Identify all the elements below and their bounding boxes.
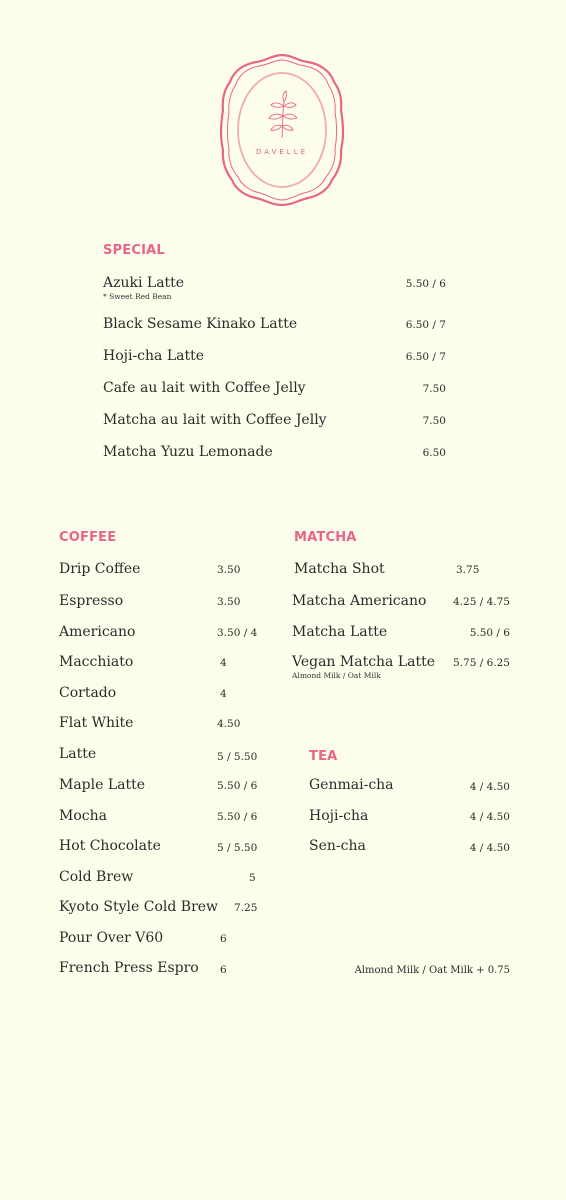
coffee-item-pour-over-v60-price: 6	[220, 933, 227, 945]
tea-item-genmai-cha: Genmai-cha	[309, 777, 394, 793]
matcha-item-matcha-americano-price: 4.25 / 4.75	[453, 596, 510, 608]
coffee-item-flat-white-price: 4.50	[217, 718, 241, 730]
special-item-matcha-yuzu-lemonade: Matcha Yuzu Lemonade	[103, 444, 273, 460]
coffee-item-cortado-price: 4	[220, 688, 227, 700]
matcha-item-matcha-americano: Matcha Americano	[292, 593, 427, 609]
tea-item-hoji-cha: Hoji-cha	[309, 808, 369, 824]
coffee-item-espresso-price: 3.50	[217, 596, 241, 608]
matcha-item-vegan-matcha-latte: Vegan Matcha Latte	[292, 654, 436, 670]
coffee-item-americano: Americano	[59, 624, 136, 640]
special-item-matcha-au-lait-coffee-jelly: Matcha au lait with Coffee Jelly	[103, 412, 327, 428]
coffee-item-mocha-price: 5.50 / 6	[217, 811, 258, 823]
coffee-item-hot-chocolate-price: 5 / 5.50	[217, 842, 258, 854]
davelle-logo	[220, 52, 344, 208]
special-item-azuki-latte: Azuki Latte	[103, 275, 185, 291]
coffee-heading: COFFEE	[59, 530, 117, 545]
coffee-item-cortado: Cortado	[59, 685, 117, 701]
special-item-matcha-au-lait-coffee-jelly-price: 7.50	[422, 415, 446, 427]
coffee-item-kyoto-style-cold-brew: Kyoto Style Cold Brew	[59, 899, 219, 915]
special-item-black-sesame-kinako-latte-price: 6.50 / 7	[405, 319, 446, 331]
coffee-item-maple-latte-price: 5.50 / 6	[217, 780, 258, 792]
coffee-item-latte-price: 5 / 5.50	[217, 751, 258, 763]
tea-item-sen-cha-price: 4 / 4.50	[469, 842, 510, 854]
coffee-item-drip-coffee: Drip Coffee	[59, 561, 141, 577]
coffee-item-latte: Latte	[59, 746, 97, 762]
brand-name: DAVELLE	[255, 148, 309, 156]
coffee-item-kyoto-style-cold-brew-price: 7.25	[234, 902, 258, 914]
coffee-item-drip-coffee-price: 3.50	[217, 564, 241, 576]
coffee-item-mocha: Mocha	[59, 808, 107, 824]
tea-heading: TEA	[309, 749, 338, 764]
special-item-azuki-latte-note: * Sweet Red Bean	[103, 292, 172, 301]
matcha-item-matcha-shot-price: 3.75	[456, 564, 480, 576]
matcha-heading: MATCHA	[294, 530, 357, 545]
special-item-cafe-au-lait-coffee-jelly-price: 7.50	[422, 383, 446, 395]
coffee-item-french-press-espro-price: 6	[220, 964, 227, 976]
tea-item-genmai-cha-price: 4 / 4.50	[469, 781, 510, 793]
coffee-item-maple-latte: Maple Latte	[59, 777, 146, 793]
coffee-item-cold-brew-price: 5	[249, 872, 256, 884]
coffee-item-americano-price: 3.50 / 4	[217, 627, 258, 639]
coffee-item-french-press-espro: French Press Espro	[59, 960, 199, 976]
tea-item-sen-cha: Sen-cha	[309, 838, 366, 854]
coffee-item-macchiato: Macchiato	[59, 654, 134, 670]
leaf-sprig-icon	[269, 91, 297, 138]
special-item-cafe-au-lait-coffee-jelly: Cafe au lait with Coffee Jelly	[103, 380, 306, 396]
coffee-item-macchiato-price: 4	[220, 657, 227, 669]
coffee-item-flat-white: Flat White	[59, 715, 134, 731]
milk-addon-note: Almond Milk / Oat Milk + 0.75	[354, 965, 510, 976]
coffee-item-espresso: Espresso	[59, 593, 124, 609]
special-heading: SPECIAL	[103, 243, 165, 258]
special-item-black-sesame-kinako-latte: Black Sesame Kinako Latte	[103, 316, 298, 332]
special-item-hoji-cha-latte-price: 6.50 / 7	[405, 351, 446, 363]
special-item-hoji-cha-latte: Hoji-cha Latte	[103, 348, 205, 364]
matcha-item-vegan-matcha-latte-note: Almond Milk / Oat Milk	[292, 671, 381, 680]
coffee-item-cold-brew: Cold Brew	[59, 869, 134, 885]
matcha-item-matcha-latte-price: 5.50 / 6	[469, 627, 510, 639]
ornate-frame-icon	[220, 52, 344, 208]
special-item-azuki-latte-price: 5.50 / 6	[405, 278, 446, 290]
matcha-item-matcha-shot: Matcha Shot	[294, 561, 385, 577]
special-item-matcha-yuzu-lemonade-price: 6.50	[422, 447, 446, 459]
coffee-item-pour-over-v60: Pour Over V60	[59, 930, 164, 946]
tea-item-hoji-cha-price: 4 / 4.50	[469, 811, 510, 823]
coffee-item-hot-chocolate: Hot Chocolate	[59, 838, 161, 854]
matcha-item-matcha-latte: Matcha Latte	[292, 624, 388, 640]
matcha-item-vegan-matcha-latte-price: 5.75 / 6.25	[453, 657, 510, 669]
